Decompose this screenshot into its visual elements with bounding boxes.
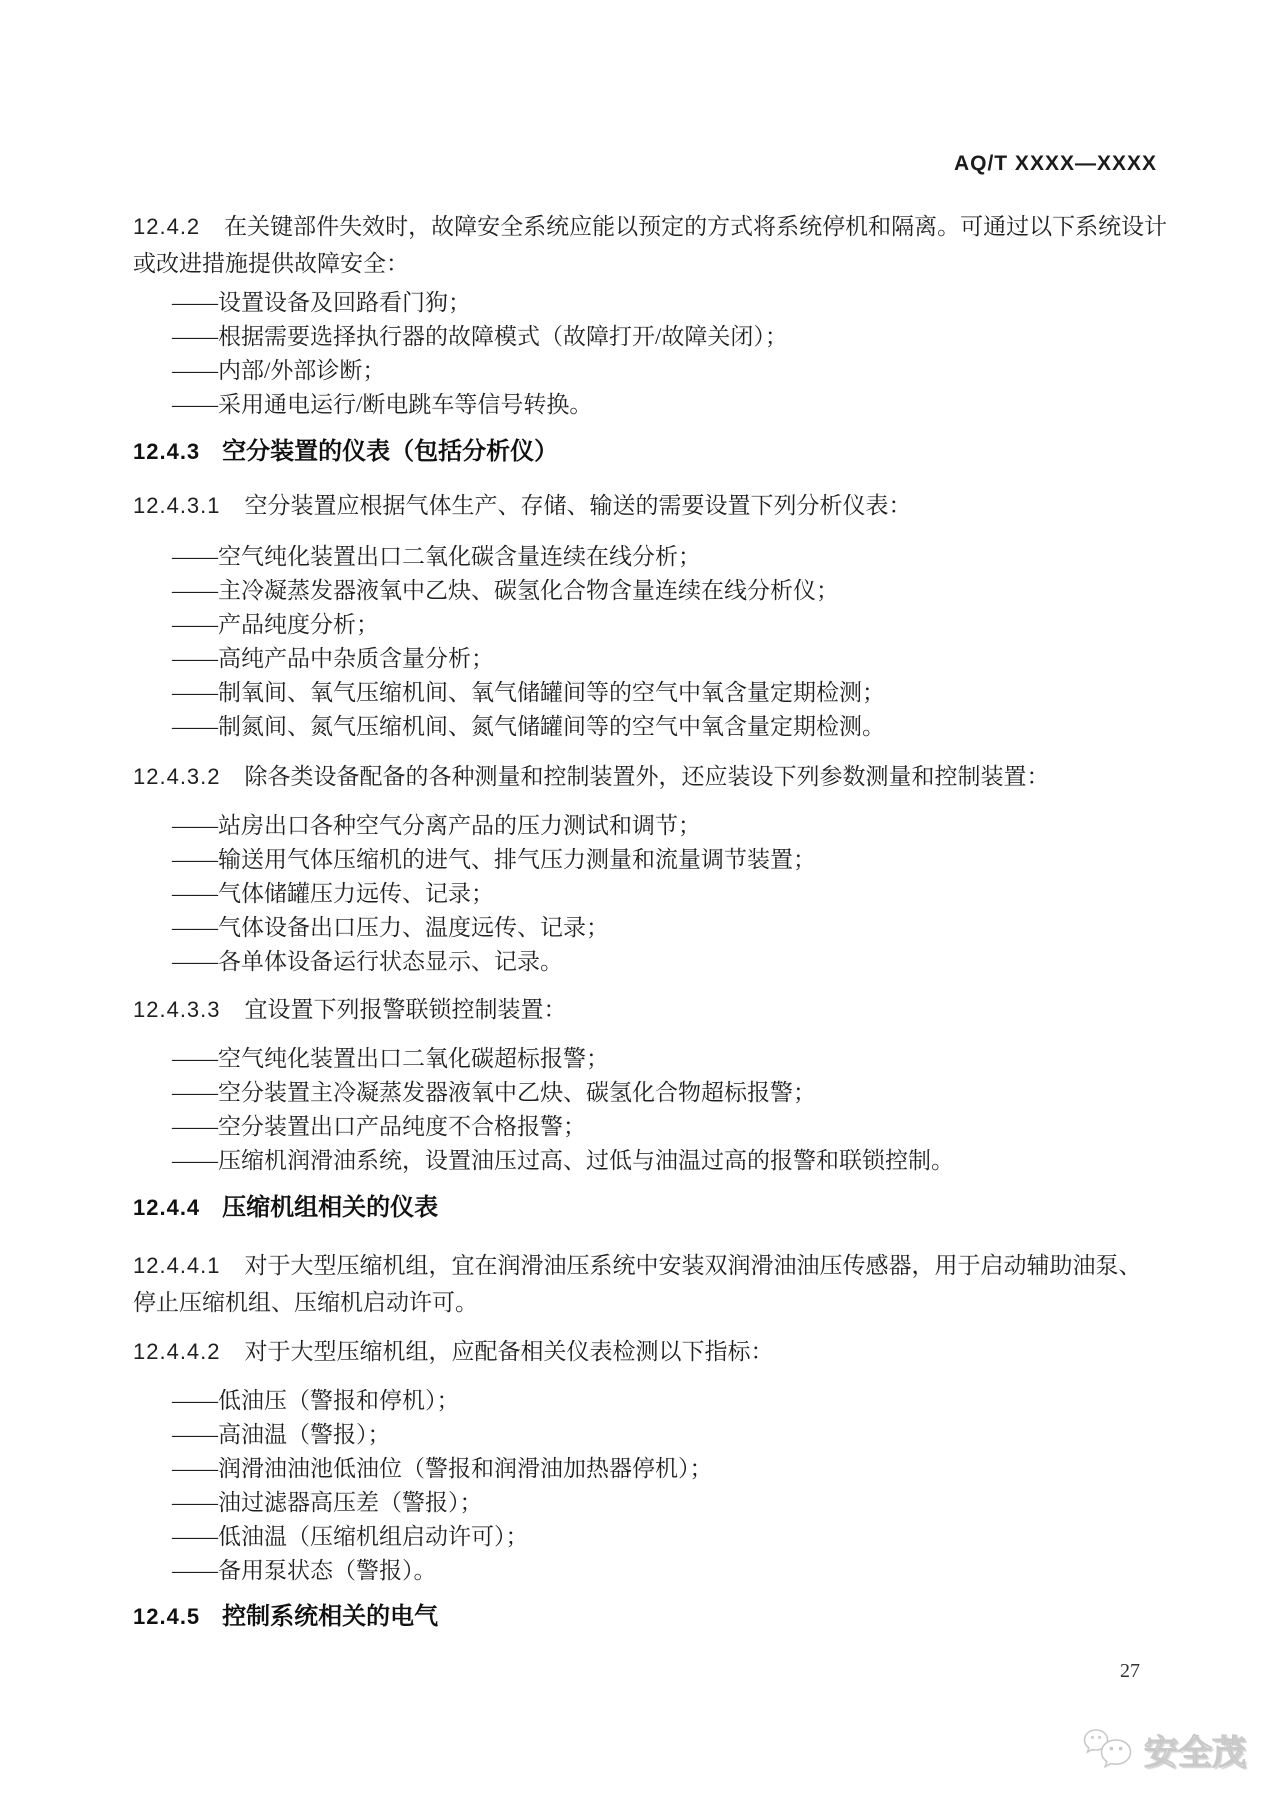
list-item: ——空气纯化装置出口二氧化碳超标报警；	[172, 1046, 609, 1071]
section-number: 12.4.4	[133, 1195, 201, 1220]
list-item: ——高纯产品中杂质含量分析；	[172, 646, 494, 671]
doc-code-header: AQ/T XXXX—XXXX	[953, 152, 1157, 175]
list-item: ——空分装置主冷凝蒸发器液氧中乙炔、碳氢化合物超标报警；	[172, 1080, 816, 1105]
section-number: 12.4.5	[133, 1604, 201, 1629]
list-item: ——低油温（压缩机组启动许可）；	[172, 1524, 529, 1549]
list-item: ——根据需要选择执行器的故障模式（故障打开/故障关闭）；	[172, 324, 788, 349]
list-item: ——内部/外部诊断；	[172, 358, 386, 383]
list-item: ——设置设备及回路看门狗；	[172, 290, 471, 315]
clause-text: 停止压缩机组、压缩机启动许可。	[133, 1290, 478, 1315]
list-item: ——空分装置出口产品纯度不合格报警；	[172, 1114, 586, 1139]
list-item: ——主冷凝蒸发器液氧中乙炔、碳氢化合物含量连续在线分析仪；	[172, 578, 839, 603]
page-number: 27	[1120, 1660, 1140, 1682]
list-item: ——气体储罐压力远传、记录；	[172, 881, 494, 906]
clause-text: 在关键部件失效时，故障安全系统应能以预定的方式将系统停机和隔离。可通过以下系统设计	[224, 214, 1168, 239]
clause-number: 12.4.3.1	[133, 493, 221, 518]
chat-bubbles-icon	[1082, 1726, 1136, 1774]
paragraph-12-4-3-2	[133, 758, 1163, 795]
list-item: ——站房出口各种空气分离产品的压力测试和调节；	[172, 813, 701, 838]
list-item: ——空气纯化装置出口二氧化碳含量连续在线分析；	[172, 544, 701, 569]
list-item: ——压缩机润滑油系统，设置油压过高、过低与油温过高的报警和联锁控制。	[172, 1148, 954, 1173]
list-item: ——气体设备出口压力、温度远传、记录；	[172, 915, 609, 940]
list-item: ——采用通电运行/断电跳车等信号转换。	[172, 392, 593, 417]
document-body	[133, 190, 1168, 1632]
paragraph-12-4-3-3	[133, 991, 1163, 1028]
list-item: ——输送用气体压缩机的进气、排气压力测量和流量调节装置；	[172, 847, 816, 872]
list-item: ——制氧间、氧气压缩机间、氧气储罐间等的空气中氧含量定期检测；	[172, 680, 885, 705]
watermark	[1082, 1725, 1246, 1774]
dash-list	[133, 286, 1163, 422]
list-item: ——备用泵状态（警报）。	[172, 1558, 437, 1583]
dash-list	[133, 1042, 1163, 1178]
section-heading-12-4-5	[133, 1602, 1163, 1632]
section-heading-12-4-3	[133, 437, 1163, 467]
clause-number: 12.4.3.2	[133, 764, 221, 789]
paragraph-12-4-3-1	[133, 487, 1163, 524]
list-item: ——各单体设备运行状态显示、记录。	[172, 949, 563, 974]
clause-number: 12.4.2	[133, 214, 201, 239]
clause-number: 12.4.4.1	[133, 1253, 221, 1278]
clause-text: 或改进措施提供故障安全：	[133, 251, 409, 276]
list-item: ——高油温（警报）；	[172, 1422, 391, 1447]
watermark-brand-text: 安全茂	[1144, 1734, 1246, 1772]
dash-list	[133, 1384, 1163, 1588]
paragraph-12-4-4-2	[133, 1333, 1163, 1370]
list-item: ——低油压（警报和停机）；	[172, 1388, 460, 1413]
dash-list	[133, 809, 1163, 979]
section-heading-12-4-4	[133, 1193, 1163, 1223]
clause-text: 对于大型压缩机组，应配备相关仪表检测以下指标：	[244, 1339, 774, 1364]
list-item: ——油过滤器高压差（警报）；	[172, 1490, 483, 1515]
paragraph-12-4-2	[133, 208, 1168, 282]
section-title: 压缩机组相关的仪表	[222, 1194, 439, 1221]
paragraph-12-4-4-1	[133, 1247, 1163, 1321]
dash-list	[133, 540, 1163, 744]
section-title: 空分装置的仪表（包括分析仪）	[222, 438, 559, 465]
list-item: ——产品纯度分析；	[172, 612, 379, 637]
list-item: ——润滑油油池低油位（警报和润滑油加热器停机）；	[172, 1456, 713, 1481]
clause-number: 12.4.3.3	[133, 997, 221, 1022]
clause-text: 空分装置应根据气体生产、存储、输送的需要设置下列分析仪表：	[244, 493, 912, 518]
section-number: 12.4.3	[133, 439, 201, 464]
clause-text: 对于大型压缩机组，宜在润滑油压系统中安装双润滑油油压传感器，用于启动辅助油泵、	[244, 1253, 1142, 1278]
clause-text: 除各类设备配备的各种测量和控制装置外，还应装设下列参数测量和控制装置：	[244, 764, 1050, 789]
clause-number: 12.4.4.2	[133, 1339, 221, 1364]
list-item: ——制氮间、氮气压缩机间、氮气储罐间等的空气中氧含量定期检测。	[172, 714, 885, 739]
clause-text: 宜设置下列报警联锁控制装置：	[244, 997, 567, 1022]
section-title: 控制系统相关的电气	[222, 1603, 439, 1630]
